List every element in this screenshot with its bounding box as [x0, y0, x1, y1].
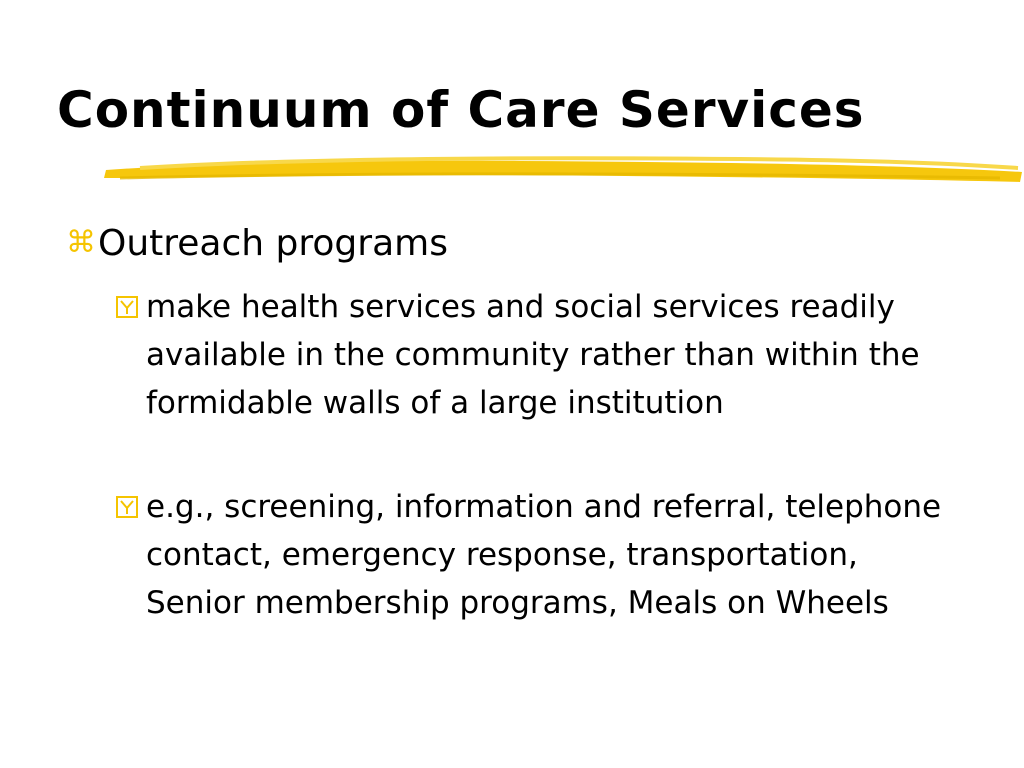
bullet-outreach-programs	[66, 222, 448, 265]
y-box-icon	[116, 296, 138, 318]
sub-bullet	[146, 283, 966, 427]
bullet-text: Outreach programs	[98, 223, 448, 264]
command-key-icon: ⌘	[66, 225, 96, 260]
sub-bullet	[146, 483, 966, 627]
sub-bullet-text: e.g., screening, information and referral, telephone contact, emergency response, transportation, Senior membership programs, Meals on Wheels	[146, 489, 942, 621]
slide-title: Continuum of Care Services	[57, 81, 865, 139]
title-underline-brush	[100, 148, 1024, 188]
y-box-icon	[116, 496, 138, 518]
sub-bullet-text: make health services and social services readily available in the community rather than within the formidable walls of a large institution	[146, 289, 920, 421]
